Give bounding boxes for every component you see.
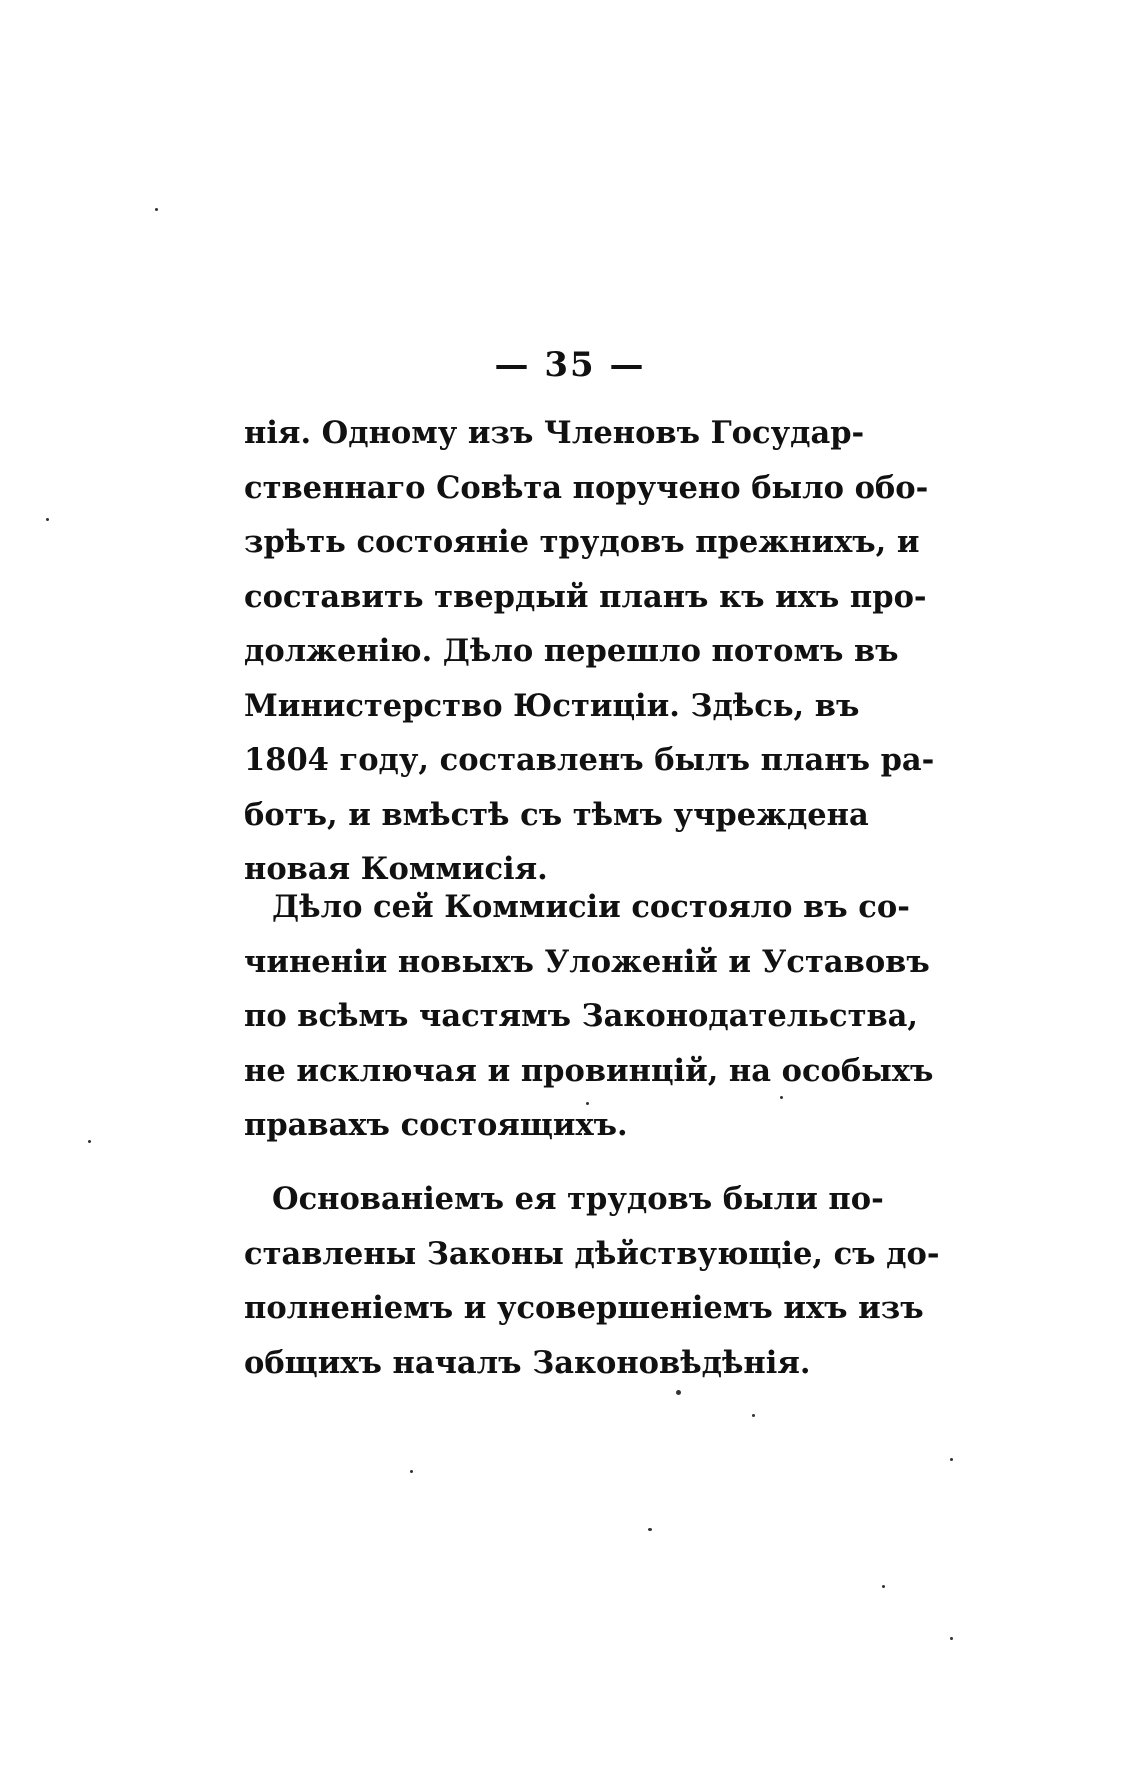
text-line: полненіемъ и усовершеніемъ ихъ изъ: [244, 1290, 924, 1326]
text-line: Министерство Юстиціи. Здѣсь, въ: [244, 687, 860, 724]
paragraph-3: [244, 1172, 940, 1390]
text-line: ботъ, и вмѣстѣ съ тѣмъ учреждена: [244, 796, 869, 833]
paragraph-2: [244, 880, 934, 1153]
text-line: ственнаго Совѣта поручено было обо-: [244, 469, 929, 506]
scan-speck: [752, 1414, 755, 1417]
scan-speck: [882, 1585, 885, 1588]
scan-speck: [648, 1528, 652, 1531]
text-line: общихъ началъ Законовѣдѣнія.: [244, 1344, 811, 1381]
text-line: чиненіи новыхъ Уложеній и Уставовъ: [244, 943, 930, 980]
text-line: правахъ состоящихъ.: [244, 1107, 628, 1143]
text-line: не исключая и провинцій, на особыхъ: [244, 1052, 934, 1089]
scan-speck: [46, 518, 49, 521]
scan-speck: [950, 1637, 953, 1640]
page-number: — 35 —: [494, 345, 646, 385]
text-line: новая Коммисія.: [244, 851, 548, 887]
scan-speck: [950, 1458, 953, 1461]
text-line: Дѣло сей Коммисіи состояло въ со-: [272, 889, 910, 925]
text-line: Основаніемъ ея трудовъ были по-: [272, 1181, 884, 1217]
text-line: зрѣть состояніе трудовъ прежнихъ, и: [244, 524, 920, 560]
scan-speck: [586, 1102, 589, 1105]
paragraph-1: [244, 406, 935, 897]
text-line: 1804 году, составленъ былъ планъ ра-: [244, 742, 935, 778]
scan-speck: [155, 208, 158, 211]
text-line: по всѣмъ частямъ Законодательства,: [244, 998, 919, 1034]
text-line: долженію. Дѣло перешло потомъ въ: [244, 633, 899, 669]
scan-speck: [780, 1096, 783, 1099]
scan-speck: [88, 1140, 91, 1143]
text-line: ставлены Законы дѣйствующіе, съ до-: [244, 1235, 940, 1272]
scan-speck: [676, 1390, 681, 1395]
scan-speck: [410, 1470, 413, 1473]
text-line: нія. Одному изъ Членовъ Государ-: [244, 415, 865, 451]
text-line: составить твердый планъ къ ихъ про-: [244, 578, 927, 615]
